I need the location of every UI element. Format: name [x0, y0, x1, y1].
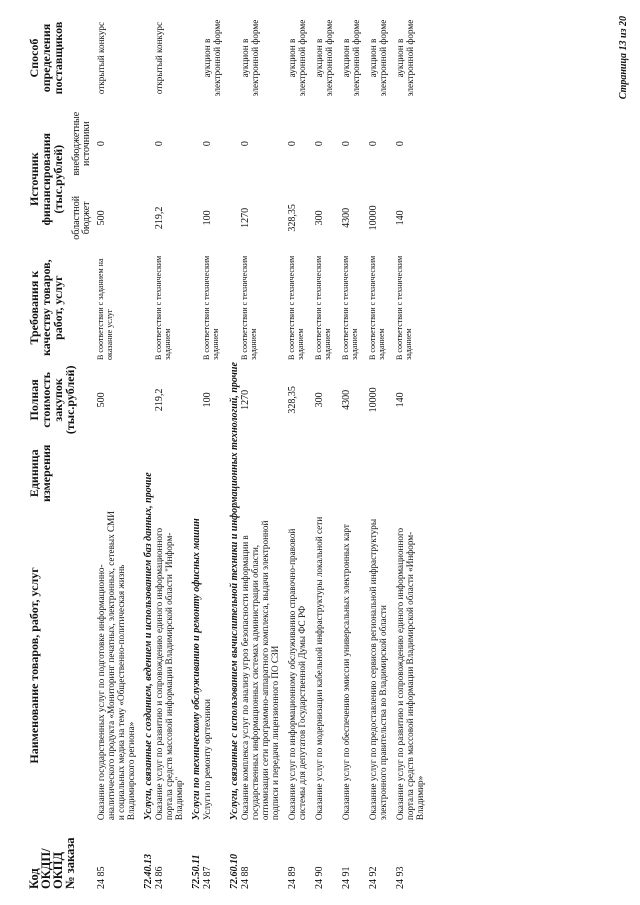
item-regional-budget: 10000	[368, 205, 379, 231]
item-method: аукцион в электронной форме	[314, 19, 334, 97]
item-other-sources: 0	[154, 141, 165, 147]
item-name: Оказание услуг по информационному обслуживанию справочно-правовой системы для депутатов Государственной Думы ФС РФ	[287, 528, 307, 821]
item-cost: 1270	[240, 389, 251, 410]
section-row	[143, 11, 154, 891]
order-code: 24 90	[314, 866, 325, 889]
table-row	[341, 11, 368, 891]
section-code: 72.50.11	[191, 854, 202, 889]
section-title: Услуги, связанные с созданием, ведением и использованием баз данных, прочие	[143, 472, 154, 821]
item-unit	[314, 438, 341, 509]
item-other-sources: 0	[314, 141, 325, 147]
item-unit	[96, 438, 143, 509]
item-cost: 10000	[368, 387, 379, 413]
order-code: 24 91	[341, 866, 352, 889]
header-name: Наименование товаров, работ, услуг	[27, 567, 41, 764]
header-code-line: № заказа	[63, 837, 77, 889]
item-requirements: В соответствии с техническим заданием	[202, 255, 220, 360]
item-requirements: В соответствии с техническим заданием	[314, 255, 332, 360]
order-code: 24 92	[368, 866, 379, 889]
item-regional-budget: 300	[314, 210, 325, 226]
item-cost: 140	[395, 392, 406, 408]
header-cost: Полная стоимость закупок (тыс.рублей)	[27, 365, 77, 435]
header-code-line: ОКДП/	[39, 848, 53, 889]
header-source-other: внебюджетные источники	[71, 111, 92, 176]
item-method: аукцион в электронной форме	[341, 19, 361, 97]
item-name: Оказание государственных услуг по подготовке информационно-аналитического продукта «Мониторинг печатных, электронных, сетевых СМИ и социальных медиа на тему «Общественно-политическая жизнь Владимирского региона»	[96, 511, 136, 821]
item-method: открытый конкурс	[96, 21, 106, 95]
item-requirements: В соответствии с техническим заданием	[240, 255, 258, 360]
item-cost: 4300	[341, 389, 352, 410]
item-other-sources: 0	[202, 141, 213, 147]
item-name: Оказание услуг по модернизации кабельной инфраструктуры локальной сети	[314, 516, 324, 821]
item-cost: 500	[96, 392, 107, 408]
item-regional-budget: 1270	[240, 207, 251, 228]
item-requirements: В соответствии с техническим заданием	[287, 255, 305, 360]
table-row	[202, 11, 229, 891]
item-unit	[287, 438, 314, 509]
item-unit	[202, 438, 229, 509]
section-code: 72.60.10	[229, 854, 240, 889]
item-requirements: В соответствии с техническим заданием	[395, 255, 413, 360]
table-row	[96, 11, 143, 891]
order-code: 24 86	[154, 866, 165, 889]
item-other-sources: 0	[287, 141, 298, 147]
section-title: Услуги по техническому обслуживанию и ремонту офисных машин	[191, 518, 202, 821]
table-row	[368, 11, 395, 891]
header-requirements: Требования к качеству товаров, работ, услуг	[27, 259, 65, 356]
item-unit	[240, 438, 287, 509]
header-method: Способ определения поставщиков	[27, 21, 65, 95]
item-requirements: В соответствии с техническим заданием	[368, 255, 386, 360]
section-row	[229, 11, 240, 891]
item-name: Услуги по ремонту оргтехники	[202, 699, 212, 821]
item-method: аукцион в электронной форме	[287, 19, 307, 97]
item-other-sources: 0	[96, 141, 107, 147]
item-name: Оказание услуг по развитию и сопровождению единого информационного портала средств массовой информации Владимирской области "Информ-Владимир"	[154, 527, 184, 821]
item-cost: 100	[202, 392, 213, 408]
item-other-sources: 0	[368, 141, 379, 147]
order-code: 24 87	[202, 866, 213, 889]
header-unit: Единица измерения	[27, 444, 53, 502]
header-code	[28, 822, 96, 891]
order-code: 24 88	[240, 866, 251, 889]
item-regional-budget: 328,35	[287, 204, 298, 232]
item-unit	[154, 438, 191, 509]
item-method: аукцион в электронной форме	[395, 19, 415, 97]
item-regional-budget: 100	[202, 210, 213, 226]
table-row	[314, 11, 341, 891]
item-other-sources: 0	[341, 141, 352, 147]
item-method: аукцион в электронной форме	[202, 19, 222, 97]
item-regional-budget: 140	[395, 210, 406, 226]
table-row	[154, 11, 191, 891]
item-method: аукцион в электронной форме	[240, 19, 260, 97]
item-regional-budget: 500	[96, 210, 107, 226]
header-source: Источник финансирования (тыс.рублей)	[27, 132, 65, 226]
table-body	[96, 11, 432, 891]
item-regional-budget: 219,2	[154, 206, 165, 230]
item-unit	[368, 438, 395, 509]
item-cost: 300	[314, 392, 325, 408]
item-requirements: В соответствии с техническим заданием	[341, 255, 359, 360]
section-code: 72.40.13	[143, 854, 154, 889]
header-source-regional: областной бюджет	[71, 195, 92, 240]
header-code-line: ОКПД	[51, 851, 65, 889]
item-method: аукцион в электронной форме	[368, 19, 388, 97]
item-name: Оказание услуг по предоставлению сервисов региональной инфраструктуры электронного правительства во Владимирской области	[368, 519, 388, 821]
item-other-sources: 0	[240, 141, 251, 147]
item-cost: 328,35	[287, 386, 298, 414]
item-method: открытый конкурс	[154, 21, 164, 95]
procurement-table	[28, 11, 432, 891]
table-row	[240, 11, 287, 891]
item-name: Оказание услуг по обеспечению эмиссии универсальных электронных карт	[341, 524, 351, 821]
order-code: 24 89	[287, 866, 298, 889]
order-code: 24 85	[96, 866, 107, 889]
section-title: Услуги, связанные с использованием вычислительной техники и информационных технологий, прочие	[229, 362, 240, 821]
item-cost: 219,2	[154, 388, 165, 412]
item-unit	[395, 438, 432, 509]
order-code: 24 93	[395, 866, 406, 889]
item-name: Оказание услуг по развитию и сопровождению единого информационного портала средств массовой информации Владимирской области «Информ-Владимир»	[395, 527, 425, 821]
item-other-sources: 0	[395, 141, 406, 147]
item-unit	[341, 438, 368, 509]
table-row	[395, 11, 432, 891]
item-requirements: В соответствии с заданием на оказание услуг	[96, 258, 114, 360]
item-requirements: В соответствии с техническим заданием	[154, 255, 172, 360]
item-name: Оказание комплекса услуг по анализу угроз безопасности информации в государственных информационных системах администрации области, оптимизации сети программно-аппаратного комплекса, выдачи электронной подписи и передачи лицензионного ПО СЗИ	[240, 520, 280, 821]
section-row	[191, 11, 202, 891]
page-number: Страница 13 из 20	[618, 16, 629, 100]
header-code-line: Код	[27, 868, 41, 889]
table-row	[287, 11, 314, 891]
item-regional-budget: 4300	[341, 207, 352, 228]
